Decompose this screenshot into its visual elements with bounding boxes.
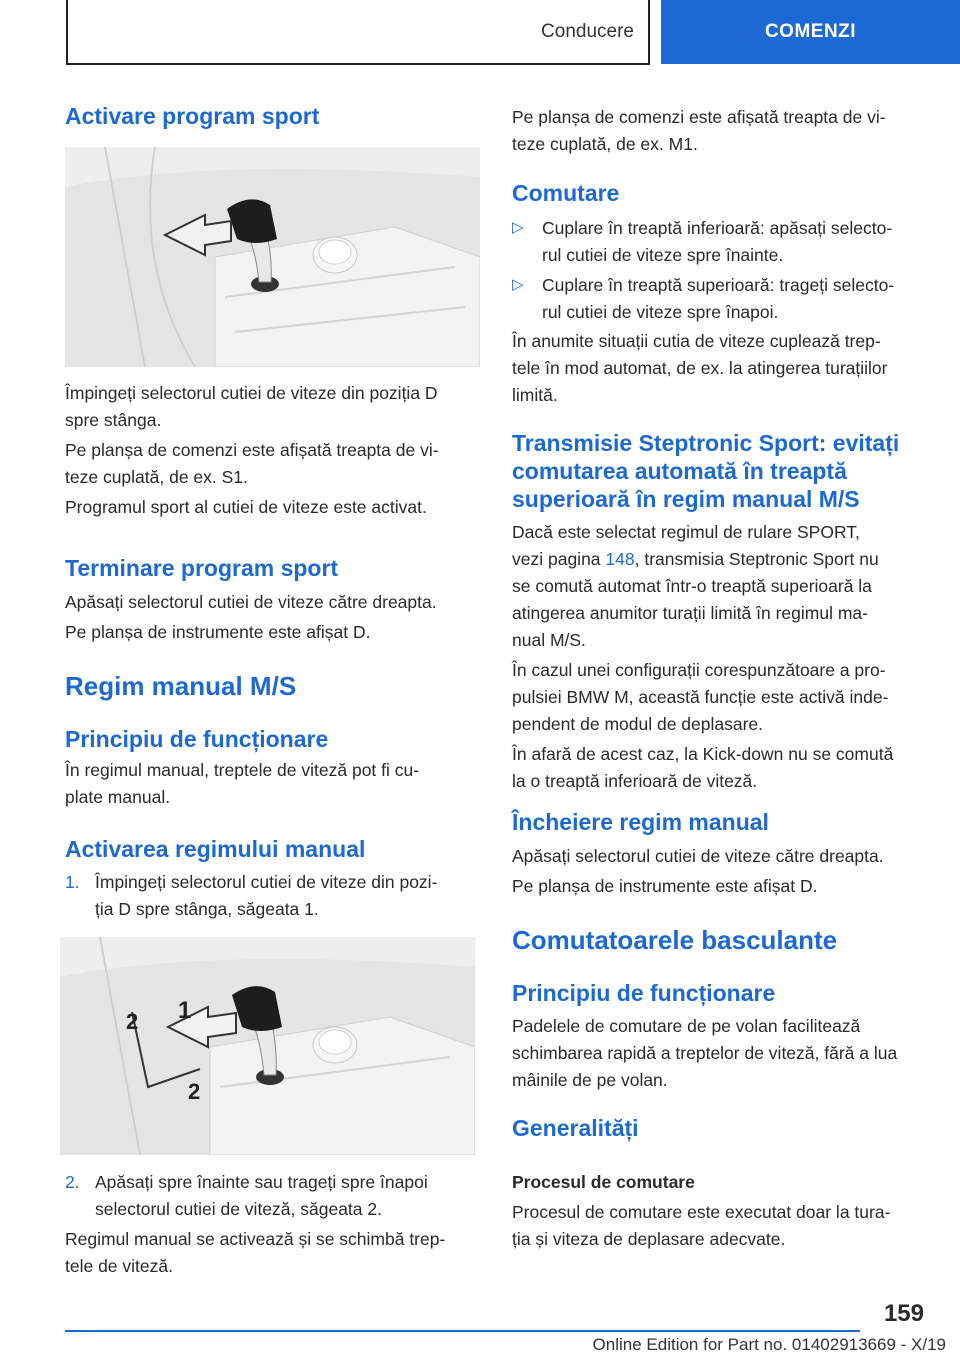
para-paddles-l2: schimbarea rapidă a treptelor de viteză, fără a lua xyxy=(512,1043,898,1063)
heading-end-manual: Încheiere regim manual xyxy=(512,809,769,835)
para-sport-active: Programul sport al cutiei de viteze este activat. xyxy=(65,497,427,517)
para-display-d: Pe planșa de instrumente este afișat D. xyxy=(65,622,371,642)
para-display-gear-l1: Pe planșa de comenzi este afișată treapta de vi- xyxy=(65,440,439,460)
heading-steptronic-l1: Transmisie Steptronic Sport: evitați xyxy=(512,430,900,456)
text-see-page: vezi pagina xyxy=(512,549,606,569)
heading-paddles: Comutatoarele basculante xyxy=(512,925,838,955)
heading-principle: Principiu de funcționare xyxy=(65,726,329,752)
step-2-l2: selectorul cutiei de viteză, săgeata 2. xyxy=(95,1199,382,1219)
para-bmw-m-l1: În cazul unei configurații corespunzătoare a pro- xyxy=(512,660,886,680)
page-link-148[interactable]: 148 xyxy=(605,549,635,569)
para-manual-active-l1: Regimul manual se activează și se schimbă trep- xyxy=(65,1229,446,1249)
gear-selector-image-manual xyxy=(60,937,475,1155)
gear-selector-illustration-manual xyxy=(60,937,475,1155)
para-shift-process-l1: Procesul de comutare este executat doar la tura- xyxy=(512,1202,891,1222)
section-tab[interactable]: COMENZI xyxy=(661,0,960,64)
para-manual-active-l2: tele de viteză. xyxy=(65,1256,173,1276)
para-bmw-m-l3: pendent de modul de deplasare. xyxy=(512,714,764,734)
para-display-m1-l1: Pe planșa de comenzi este afișată treapta de vi- xyxy=(512,107,886,127)
step-1-number: 1. xyxy=(65,872,80,892)
step-1-l1: Împingeți selectorul cutiei de viteze din pozi- xyxy=(95,872,438,892)
gear-selector-image-sport xyxy=(65,147,480,367)
para-bmw-m-l2: pulsiei BMW M, această funcție este activă inde- xyxy=(512,687,889,707)
para-end-press-right: Apăsați selectorul cutiei de viteze către dreapta. xyxy=(512,846,884,866)
para-sport-mode-l2 xyxy=(512,545,879,573)
arrow-label-1: 1 xyxy=(178,997,192,1024)
text-steptronic: , transmisia Steptronic Sport nu xyxy=(634,549,879,569)
heading-steptronic-l2: comutarea automată în treaptă xyxy=(512,458,847,484)
para-sport-mode-l1: Dacă este selectat regimul de rulare SPORT, xyxy=(512,522,860,542)
bullet-upshift-l1: Cuplare în treaptă superioară: trageți selecto- xyxy=(542,275,895,295)
header-separator xyxy=(648,0,650,65)
step-2-number: 2. xyxy=(65,1172,80,1192)
arrow-label-2-top: 2 xyxy=(126,1009,139,1034)
para-paddles-l1: Padelele de comutare de pe volan facilitează xyxy=(512,1016,861,1036)
subheading-shift-process: Procesul de comutare xyxy=(512,1172,695,1192)
gear-selector-illustration xyxy=(65,147,480,367)
para-manual-l1: În regimul manual, treptele de viteză pot fi cu- xyxy=(65,760,420,780)
heading-manual-mode: Regim manual M/S xyxy=(65,671,297,701)
para-shift-process-l2: ția și viteza de deplasare adecvate. xyxy=(512,1229,786,1249)
footer-rule xyxy=(65,1330,860,1332)
para-sport-mode-l3: se comută automat într-o treaptă superioară la xyxy=(512,576,872,596)
heading-general: Generalități xyxy=(512,1115,639,1141)
page-number: 159 xyxy=(883,1300,924,1327)
para-kickdown-l1: În afară de acest caz, la Kick-down nu se comută xyxy=(512,744,894,764)
para-paddles-l3: mâinile de pe volan. xyxy=(512,1070,668,1090)
para-push-selector-l1: Împingeți selectorul cutiei de viteze din poziția D xyxy=(65,383,438,403)
bullet-upshift-l2: rul cutiei de viteze spre înapoi. xyxy=(542,302,779,322)
para-auto-shift-l2: tele în mod automat, de ex. la atingerea turațiilor xyxy=(512,358,888,378)
footer-edition: Online Edition for Part no. 01402913669 - X/19 xyxy=(592,1335,946,1354)
para-display-m1-l2: teze cuplată, de ex. M1. xyxy=(512,134,698,154)
para-manual-l2: plate manual. xyxy=(65,787,171,807)
para-auto-shift-l1: În anumite situații cutia de viteze cuplează trep- xyxy=(512,331,881,351)
para-sport-mode-l4: atingerea anumitor turații limită în regimul ma- xyxy=(512,603,868,623)
heading-activate-manual: Activarea regimului manual xyxy=(65,836,366,862)
heading-paddles-principle: Principiu de funcționare xyxy=(512,980,776,1006)
heading-shift: Comutare xyxy=(512,180,620,206)
para-end-display-d: Pe planșa de instrumente este afișat D. xyxy=(512,876,818,896)
bullet-triangle-icon: ▷ xyxy=(512,276,524,293)
header-border-bottom xyxy=(66,63,648,65)
bullet-downshift-l2: rul cutiei de viteze spre înainte. xyxy=(542,245,784,265)
para-kickdown-l2: la o treaptă inferioară de viteză. xyxy=(512,771,758,791)
heading-end-sport: Terminare program sport xyxy=(65,555,339,581)
heading-activate-sport: Activare program sport xyxy=(65,103,320,129)
para-display-gear-l2: teze cuplată, de ex. S1. xyxy=(65,467,248,487)
para-press-right: Apăsați selectorul cutiei de viteze către dreapta. xyxy=(65,592,437,612)
step-2-l1: Apăsați spre înainte sau trageți spre înapoi xyxy=(95,1172,428,1192)
para-push-selector-l2: spre stânga. xyxy=(65,410,162,430)
step-1-l2: ția D spre stânga, săgeata 1. xyxy=(95,899,319,919)
bullet-downshift-l1: Cuplare în treaptă inferioară: apăsați selecto- xyxy=(542,218,893,238)
arrow-label-2-bottom: 2 xyxy=(188,1079,201,1104)
bullet-triangle-icon: ▷ xyxy=(512,219,524,236)
para-sport-mode-l5: nual M/S. xyxy=(512,630,586,650)
para-auto-shift-l3: limită. xyxy=(512,385,558,405)
heading-steptronic-l3: superioară în regim manual M/S xyxy=(512,486,860,512)
chapter-title: Conducere xyxy=(541,20,634,42)
